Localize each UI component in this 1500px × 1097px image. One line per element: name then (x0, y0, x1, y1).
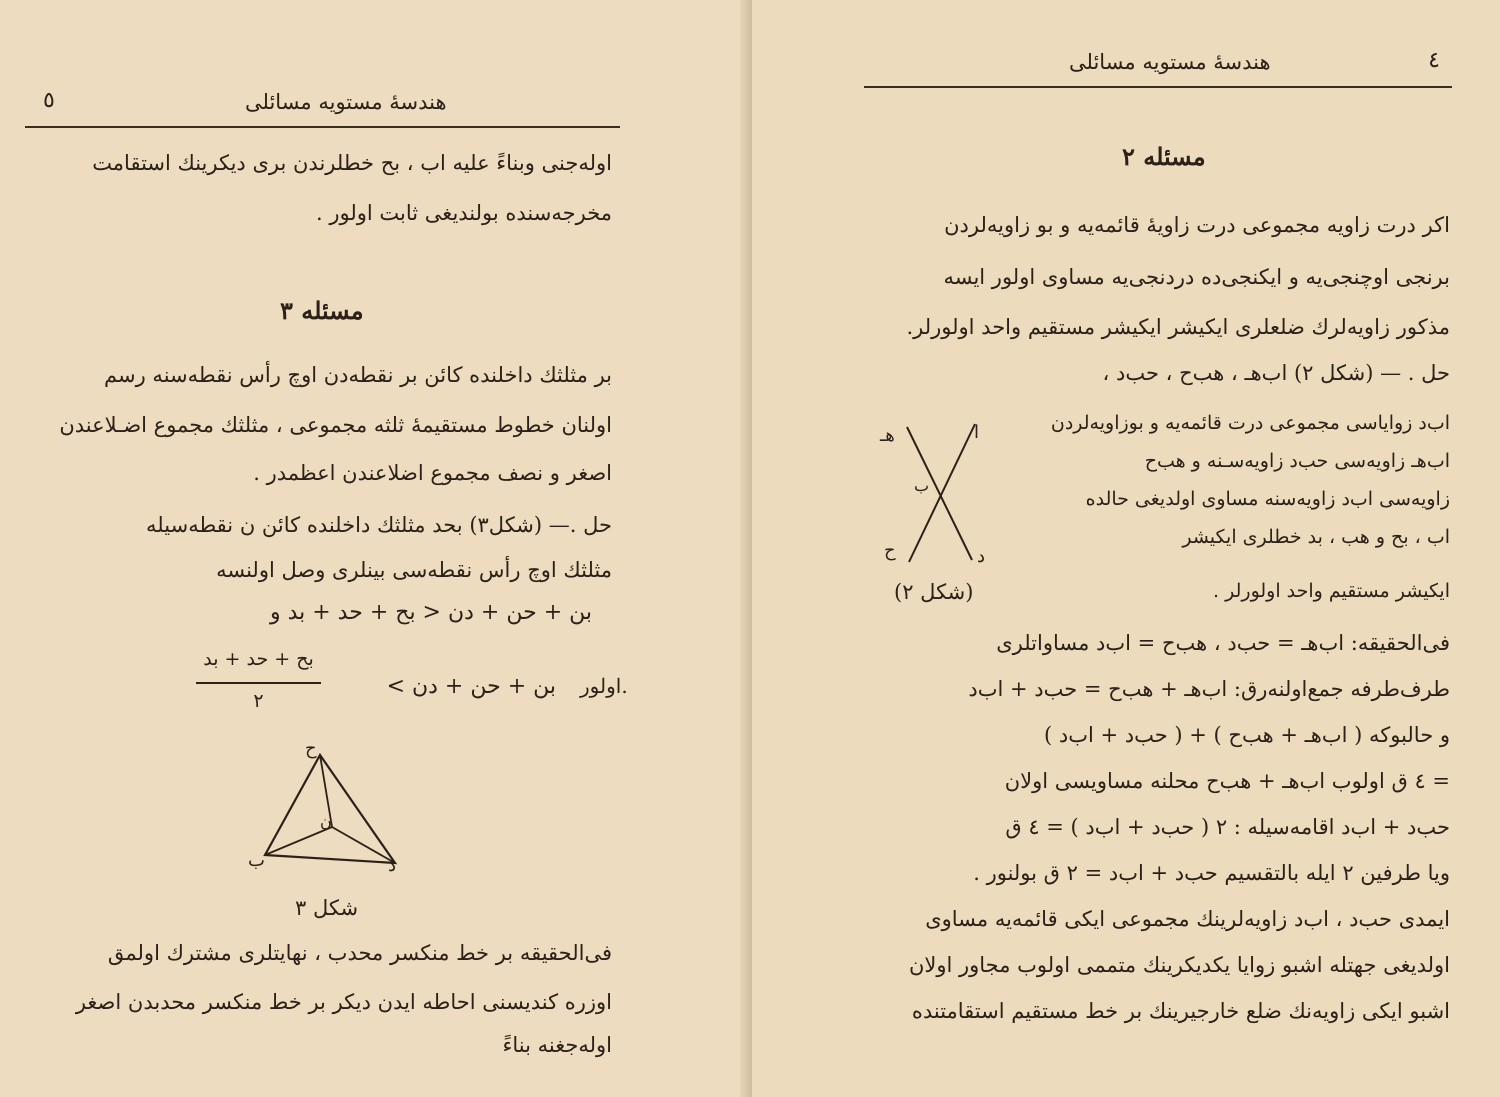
right-proof-line-6: ویا طرفین ٢ ایله بالتقسیم حب‌د + اب‌د = ٢ ق بولنور . (973, 861, 1450, 885)
left-problem-line-2: اولنان خطوط مستقیمهٔ ثلثه مجموعی ، مثلثك مجموع اضـلاعندن (59, 413, 612, 437)
right-proof-line-4: = ٤ ق اولوب اب‌هـ + هب‌ح محلنه مساویسی اولان (1004, 769, 1450, 793)
fraction-bar (196, 682, 321, 684)
left-intro-line-2: مخرجه‌سنده بولندیغی ثابت اولور . (316, 201, 612, 225)
right-proof-line-3: و حالبوکه ( اب‌هـ + هب‌ح ) + ( حب‌د + اب‌د ) (1043, 723, 1450, 747)
right-page-number: ٤ (1428, 48, 1440, 73)
inequality-1: بن + حن + دن < بح + حد + بد و (269, 600, 592, 625)
right-proof-line-5: حب‌د + اب‌د اقامه‌سیله : ٢ ( حب‌د + اب‌د ) = ٤ ق (1005, 815, 1450, 839)
right-page (752, 0, 1500, 1097)
left-problem-line-3: اصغر و نصف مجموع اضلاعندن اعظمدر . (253, 461, 612, 485)
inequality-2-numerator: بح + حد + بد (203, 648, 314, 670)
left-solution-line-2: مثلثك اوچ رأس نقطه‌سی بینلری وصل اولنسه (216, 558, 612, 582)
right-solution-line: حل . — (شکل ٢) اب‌هـ ، هب‌ح ، حب‌د ، (1102, 361, 1450, 385)
right-proof-line-8: اولدیغی جهتله اشبو زوایا یکدیکرینك متممی اولوب مجاور اولان (908, 953, 1450, 977)
right-figure-text-line-2: اب‌هـ زاویه‌سی حب‌د زاویه‌سـنه و هب‌ح (1144, 450, 1450, 472)
inequality-2-suffix: اولور. (580, 674, 628, 698)
fig2-label-top-right: ا (974, 422, 980, 443)
fig2-label-top-left: هـ (880, 425, 895, 446)
right-figure-text-line-3: زاویه‌سی اب‌د زاویه‌سنه مساوی اولدیغی حالده (1085, 488, 1450, 510)
fig2-label-bottom-left: ح (884, 540, 896, 561)
fig2-label-bottom-right: د (977, 546, 986, 567)
triangle-figure (240, 735, 430, 875)
triangle-vertex-label-right: د (388, 855, 397, 876)
right-problem-line-3: مذکور زاویه‌لرك ضلعلری ایکیشر ایکیشر مستقیم واحد اولورلر. (906, 315, 1450, 339)
right-problem-heading: مسئله ٢ (1122, 142, 1206, 171)
left-problem-heading: مسئله ۳ (280, 296, 364, 325)
inequality-2-lhs: بن + حن + دن > (386, 674, 556, 699)
inequality-2-denominator: ٢ (253, 690, 264, 712)
right-proof-line-9: اشبو ایکی زاویه‌نك ضلع خارجیرینك بر خط مستقیم استقامتنده (911, 999, 1450, 1023)
right-problem-line-1: اکر درت زاویه مجموعی درت زاویهٔ قائمه‌یه و بو زاویه‌لردن (944, 213, 1450, 237)
right-proof-line-1: فی‌الحقیقه: اب‌هـ = حب‌د ، هب‌ح = اب‌د مساواتلری (996, 631, 1450, 655)
right-problem-line-2: برنجی اوچنجی‌یه و ایکنجی‌ده دردنجی‌یه مساوی اولور ایسه (943, 265, 1450, 289)
right-figure-text-line-4: اب ، بح و هب ، بد خطلری ایکیشر (1182, 526, 1450, 548)
left-solution-line-1: حل .— (شکل۳) بحد مثلثك داخلنده کائن ن نقطه‌سیله (146, 513, 612, 537)
left-closing-line-3: اوله‌جغنه بناءً (502, 1033, 612, 1057)
figure-3-caption: شکل ۳ (295, 896, 359, 920)
right-page-header (864, 46, 1452, 88)
triangle-vertex-label-left: ب (248, 850, 265, 871)
triangle-center-label: ن (320, 812, 332, 831)
left-page-header (25, 86, 620, 128)
left-page-number: ٥ (43, 88, 55, 113)
left-closing-line-2: اوزره کندیسنی احاطه ایدن دیکر بر خط منکسر محدبدن اصغر (75, 990, 612, 1014)
right-proof-line-7: ایمدی حب‌د ، اب‌د زاویه‌لرینك مجموعی ایکی قائمه‌یه مساوی (925, 907, 1450, 931)
figure-2-caption: (شکل ٢) (894, 580, 974, 604)
left-closing-line-1: فی‌الحقیقه بر خط منکسر محدب ، نهایتلری مشترك اولمق (107, 941, 612, 965)
fig2-label-center: ب (914, 476, 930, 495)
left-running-title: هندسهٔ مستویه مسائلی (245, 90, 447, 114)
right-running-title: هندسهٔ مستویه مسائلی (1069, 50, 1271, 74)
left-problem-line-1: بر مثلثك داخلنده کائن بر نقطه‌دن اوچ رأس نقطه‌سنه رسم (104, 363, 612, 387)
right-figure-text-line-5: ایکیشر مستقیم واحد اولورلر . (1213, 580, 1450, 602)
triangle-vertex-label-top: ح (305, 738, 317, 759)
left-intro-line-1: اوله‌جنی وبناءً علیه اب ، بح خطلرندن بری دیکرینك استقامت (92, 151, 612, 175)
right-figure-text-line-1: اب‌د زوایاسی مجموعی درت قائمه‌یه و بوزاویه‌لردن (1050, 412, 1450, 434)
right-proof-line-2: طرف‌طرفه جمع‌اولنه‌رق: اب‌هـ + هب‌ح = حب‌د + اب‌د (968, 677, 1450, 701)
